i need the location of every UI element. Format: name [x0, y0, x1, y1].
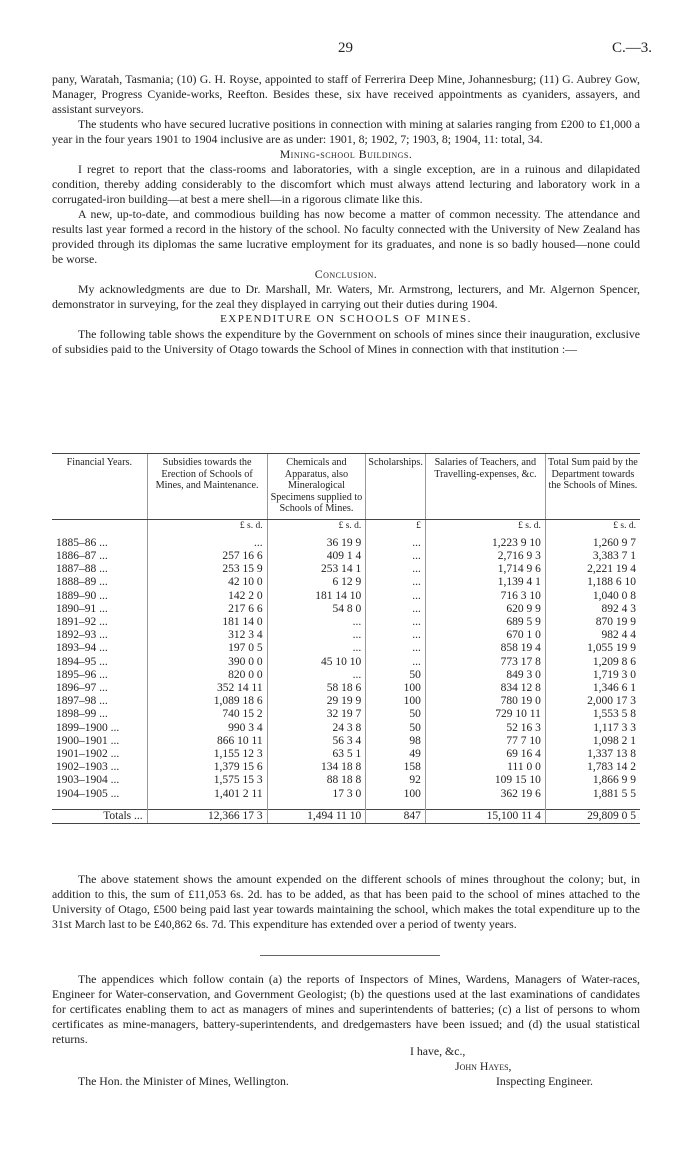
body-after-table: [52, 872, 640, 932]
year-cell: 1887–88 ...: [56, 563, 108, 576]
amount-cell: 620 9 9: [425, 603, 545, 616]
amount-cell: 1,714 9 6: [425, 563, 545, 576]
amount-cell: 24 3 8: [267, 722, 366, 735]
table-row: [52, 774, 640, 787]
amount-cell: 3,383 7 1: [545, 550, 640, 563]
units-cell: £ s. d.: [545, 519, 640, 533]
totals-salaries: 15,100 11 4: [425, 809, 545, 823]
paragraph-graduates: pany, Waratah, Tasmania; (10) G. H. Royse, appointed to staff of Ferrerira Deep Mine, Johannesburg; (11) G. Aubrey Gow, Manager, Progress Cyanide-works, Reefton. Besides these, six have received appointments as cyaniders, assayers, and assistant surveyors.: [52, 72, 640, 116]
amount-cell: 63 5 1: [267, 748, 366, 761]
header-subsidies: Subsidies towards the Erection of Schools of Mines, and Maintenance.: [147, 454, 267, 520]
header-total: Total Sum paid by the Department towards the Schools of Mines.: [545, 454, 640, 520]
paragraph-statement: The above statement shows the amount expended on the different schools of mines throughout the colony; but, in addition to this, the sum of £11,053 6s. 2d. has to be added, as that has been paid to the school of mines attached to the University of Otago, £500 being paid last year towards maintaining the school, which makes the total expenditure up to the 31st March last to be £40,862 6s. 7d. This expenditure has extended over a period of twenty years.: [52, 872, 640, 931]
table-row: [52, 642, 640, 655]
amount-cell: 100: [366, 695, 426, 708]
amount-cell: 45 10 10: [267, 656, 366, 669]
expenditure-table: [52, 453, 640, 824]
amount-cell: 982 4 4: [545, 629, 640, 642]
year-cell: 1896–97 ...: [56, 681, 108, 694]
signature-name: John Hayes,: [455, 1059, 512, 1073]
heading-buildings: Mining-school Buildings.: [279, 147, 413, 161]
amount-cell: 77 7 10: [425, 735, 545, 748]
amount-cell: ...: [366, 616, 426, 629]
amount-cell: 1,881 5 5: [545, 788, 640, 810]
amount-cell: ...: [366, 533, 426, 550]
amount-cell: 1,866 9 9: [545, 774, 640, 787]
amount-cell: ...: [147, 533, 267, 550]
year-cell: 1895–96 ...: [56, 668, 108, 681]
year-cell: 1890–91 ...: [56, 602, 108, 615]
amount-cell: 1,089 18 6: [147, 695, 267, 708]
year-cell: 1894–95 ...: [56, 655, 108, 668]
amount-cell: ...: [267, 616, 366, 629]
amount-cell: ...: [366, 642, 426, 655]
year-cell: 1903–1904 ...: [56, 774, 120, 787]
amount-cell: 109 15 10: [425, 774, 545, 787]
amount-cell: ...: [267, 642, 366, 655]
amount-cell: ...: [267, 629, 366, 642]
document-code: C.—3.: [611, 40, 652, 56]
table-row: [52, 563, 640, 576]
amount-cell: 100: [366, 682, 426, 695]
amount-cell: 1,209 8 6: [545, 656, 640, 669]
amount-cell: 1,055 19 9: [545, 642, 640, 655]
amount-cell: 1,379 15 6: [147, 761, 267, 774]
amount-cell: ...: [366, 576, 426, 589]
amount-cell: ...: [366, 629, 426, 642]
table-row: [52, 682, 640, 695]
amount-cell: 312 3 4: [147, 629, 267, 642]
amount-cell: 49: [366, 748, 426, 761]
amount-cell: 352 14 11: [147, 682, 267, 695]
amount-cell: 56 3 4: [267, 735, 366, 748]
amount-cell: 892 4 3: [545, 603, 640, 616]
units-cell: [52, 519, 147, 533]
amount-cell: 1,139 4 1: [425, 576, 545, 589]
amount-cell: 1,575 15 3: [147, 774, 267, 787]
table-row: [52, 629, 640, 642]
page-number: 29: [338, 40, 353, 56]
amount-cell: ...: [366, 563, 426, 576]
table-row: [52, 576, 640, 589]
units-cell: £ s. d.: [425, 519, 545, 533]
amount-cell: 197 0 5: [147, 642, 267, 655]
amount-cell: 88 18 8: [267, 774, 366, 787]
amount-cell: 849 3 0: [425, 669, 545, 682]
amount-cell: 54 8 0: [267, 603, 366, 616]
amount-cell: 257 16 6: [147, 550, 267, 563]
amount-cell: 362 19 6: [425, 788, 545, 810]
units-row: [52, 519, 640, 533]
table-row: [52, 590, 640, 603]
heading-expenditure: EXPENDITURE ON SCHOOLS OF MINES.: [220, 313, 472, 325]
year-cell: 1901–1902 ...: [56, 747, 120, 760]
year-cell: 1899–1900 ...: [56, 721, 120, 734]
signature-title: Inspecting Engineer.: [496, 1074, 593, 1088]
amount-cell: 409 1 4: [267, 550, 366, 563]
amount-cell: 1,401 2 11: [147, 788, 267, 810]
year-cell: 1891–92 ...: [56, 615, 108, 628]
amount-cell: 990 3 4: [147, 722, 267, 735]
table-row: [52, 656, 640, 669]
amount-cell: 2,221 19 4: [545, 563, 640, 576]
amount-cell: 1,719 3 0: [545, 669, 640, 682]
amount-cell: 773 17 8: [425, 656, 545, 669]
year-cell: 1898–99 ...: [56, 708, 108, 721]
paragraph-buildings-condition: I regret to report that the class-rooms and laboratories, with a single exception, are in a ruinous and dilapidated condition, thereby adding considerably to the discomfort which must always attend lecturing and laboratory work in a corrugated-iron building—at best a mere shell—in a rigorous climate like this.: [52, 162, 640, 206]
amount-cell: 98: [366, 735, 426, 748]
paragraph-salaries: The students who have secured lucrative positions in connection with mining at salaries ranging from £200 to £1,000 a year in the four years 1901 to 1904 inclusive are as under: 1901, 8; 1902, 7; 1903, 8; 1904, 11: total, 34.: [52, 117, 640, 146]
totals-label: Totals ...: [52, 809, 147, 823]
units-cell: £ s. d.: [267, 519, 366, 533]
year-cell: 1904–1905 ...: [56, 787, 120, 800]
amount-cell: 820 0 0: [147, 669, 267, 682]
table-row: [52, 748, 640, 761]
amount-cell: 1,346 6 1: [545, 682, 640, 695]
totals-scholarships: 847: [366, 809, 426, 823]
amount-cell: 689 5 9: [425, 616, 545, 629]
totals-chemicals: 1,494 11 10: [267, 809, 366, 823]
closing-line: I have, &c.,: [410, 1044, 466, 1058]
table-header-row: [52, 454, 640, 520]
paragraph-table-intro: The following table shows the expenditure by the Government on schools of mines since their inauguration, exclusive of subsidies paid to the University of Otago towards the School of Mines in connection with that institution :—: [52, 327, 640, 356]
amount-cell: 142 2 0: [147, 590, 267, 603]
amount-cell: 1,260 9 7: [545, 533, 640, 550]
paragraph-new-building: A new, up-to-date, and commodious building has now become a matter of common necessity. The attendance and results last year formed a record in the history of the school. No faculty connected with the University of New Zealand has provided through its diplomas the same lucrative employment for its graduates, and none is so badly housed—none could be worse.: [52, 207, 640, 266]
addressee: The Hon. the Minister of Mines, Wellington.: [78, 1074, 289, 1088]
header-chemicals: Chemicals and Apparatus, also Mineralogical Specimens supplied to Schools of Mines.: [267, 454, 366, 520]
amount-cell: 834 12 8: [425, 682, 545, 695]
amount-cell: 866 10 11: [147, 735, 267, 748]
amount-cell: 1,117 3 3: [545, 722, 640, 735]
paragraph-appendices: The appendices which follow contain (a) the reports of Inspectors of Mines, Wardens, Managers of Water-races, Engineer for Water-conservation, and Government Geologist; (b) the questions used at the last examinations of candidates for certificates enabling them to act as managers of mines and superintendents of batteries; (c) a list of persons to whom certificates as mine-managers, battery-superintendents, and dredgemasters have been issued; and (d) the usual statistical returns.: [52, 972, 640, 1046]
amount-cell: 100: [366, 788, 426, 810]
table-row: [52, 722, 640, 735]
totals-subsidies: 12,366 17 3: [147, 809, 267, 823]
amount-cell: 50: [366, 669, 426, 682]
amount-cell: 217 6 6: [147, 603, 267, 616]
amount-cell: 50: [366, 708, 426, 721]
amount-cell: 111 0 0: [425, 761, 545, 774]
amount-cell: 1,040 0 8: [545, 590, 640, 603]
amount-cell: 1,337 13 8: [545, 748, 640, 761]
amount-cell: 253 14 1: [267, 563, 366, 576]
amount-cell: ...: [366, 603, 426, 616]
amount-cell: 181 14 0: [147, 616, 267, 629]
year-cell: 1893–94 ...: [56, 642, 108, 655]
body-appendices: [52, 972, 640, 1047]
totals-row: [52, 809, 640, 823]
amount-cell: 858 19 4: [425, 642, 545, 655]
body-top: [52, 72, 640, 357]
section-divider: [260, 955, 440, 956]
amount-cell: 29 19 9: [267, 695, 366, 708]
page-header: [0, 40, 700, 60]
year-cell: 1892–93 ...: [56, 629, 108, 642]
header-scholarships: Scholarships.: [366, 454, 426, 520]
table-row: [52, 669, 640, 682]
amount-cell: 1,553 5 8: [545, 708, 640, 721]
amount-cell: 32 19 7: [267, 708, 366, 721]
amount-cell: 729 10 11: [425, 708, 545, 721]
amount-cell: 158: [366, 761, 426, 774]
amount-cell: 1,188 6 10: [545, 576, 640, 589]
year-cell: 1885–86 ...: [56, 536, 108, 549]
amount-cell: ...: [366, 590, 426, 603]
paragraph-acknowledgments: My acknowledgments are due to Dr. Marshall, Mr. Waters, Mr. Armstrong, lecturers, and Mr. Algernon Spencer, demonstrator in surveying, for the zeal they displayed in carrying out their duties during 1904.: [52, 282, 640, 311]
amount-cell: 42 10 0: [147, 576, 267, 589]
amount-cell: 740 15 2: [147, 708, 267, 721]
amount-cell: 181 14 10: [267, 590, 366, 603]
amount-cell: 50: [366, 722, 426, 735]
amount-cell: 1,098 2 1: [545, 735, 640, 748]
amount-cell: 253 15 9: [147, 563, 267, 576]
amount-cell: 69 16 4: [425, 748, 545, 761]
amount-cell: 1,783 14 2: [545, 761, 640, 774]
amount-cell: 670 1 0: [425, 629, 545, 642]
header-financial-years: Financial Years.: [52, 454, 147, 520]
amount-cell: 92: [366, 774, 426, 787]
table-row: [52, 708, 640, 721]
table-row: [52, 735, 640, 748]
year-cell: 1897–98 ...: [56, 695, 108, 708]
table-row: [52, 788, 640, 810]
table-row: [52, 616, 640, 629]
totals-sum: 29,809 0 5: [545, 809, 640, 823]
year-cell: 1888–89 ...: [56, 576, 108, 589]
units-cell: £ s. d.: [147, 519, 267, 533]
year-cell: 1889–90 ...: [56, 589, 108, 602]
year-cell: 1900–1901 ...: [56, 734, 120, 747]
amount-cell: 52 16 3: [425, 722, 545, 735]
amount-cell: 58 18 6: [267, 682, 366, 695]
amount-cell: ...: [366, 550, 426, 563]
table-row: [52, 550, 640, 563]
amount-cell: 2,716 9 3: [425, 550, 545, 563]
table-row: [52, 695, 640, 708]
amount-cell: 36 19 9: [267, 533, 366, 550]
amount-cell: 17 3 0: [267, 788, 366, 810]
amount-cell: 1,155 12 3: [147, 748, 267, 761]
table-row: [52, 761, 640, 774]
amount-cell: 2,000 17 3: [545, 695, 640, 708]
amount-cell: 1,223 9 10: [425, 533, 545, 550]
units-cell: £: [366, 519, 426, 533]
amount-cell: 134 18 8: [267, 761, 366, 774]
amount-cell: 870 19 9: [545, 616, 640, 629]
header-salaries: Salaries of Teachers, and Travelling-expenses, &c.: [425, 454, 545, 520]
amount-cell: ...: [366, 656, 426, 669]
amount-cell: 6 12 9: [267, 576, 366, 589]
heading-conclusion: Conclusion.: [314, 267, 378, 281]
amount-cell: ...: [267, 669, 366, 682]
year-cell: 1886–87 ...: [56, 549, 108, 562]
table-row: [52, 533, 640, 550]
year-cell: 1902–1903 ...: [56, 761, 120, 774]
amount-cell: 390 0 0: [147, 656, 267, 669]
table-row: [52, 603, 640, 616]
amount-cell: 716 3 10: [425, 590, 545, 603]
amount-cell: 780 19 0: [425, 695, 545, 708]
